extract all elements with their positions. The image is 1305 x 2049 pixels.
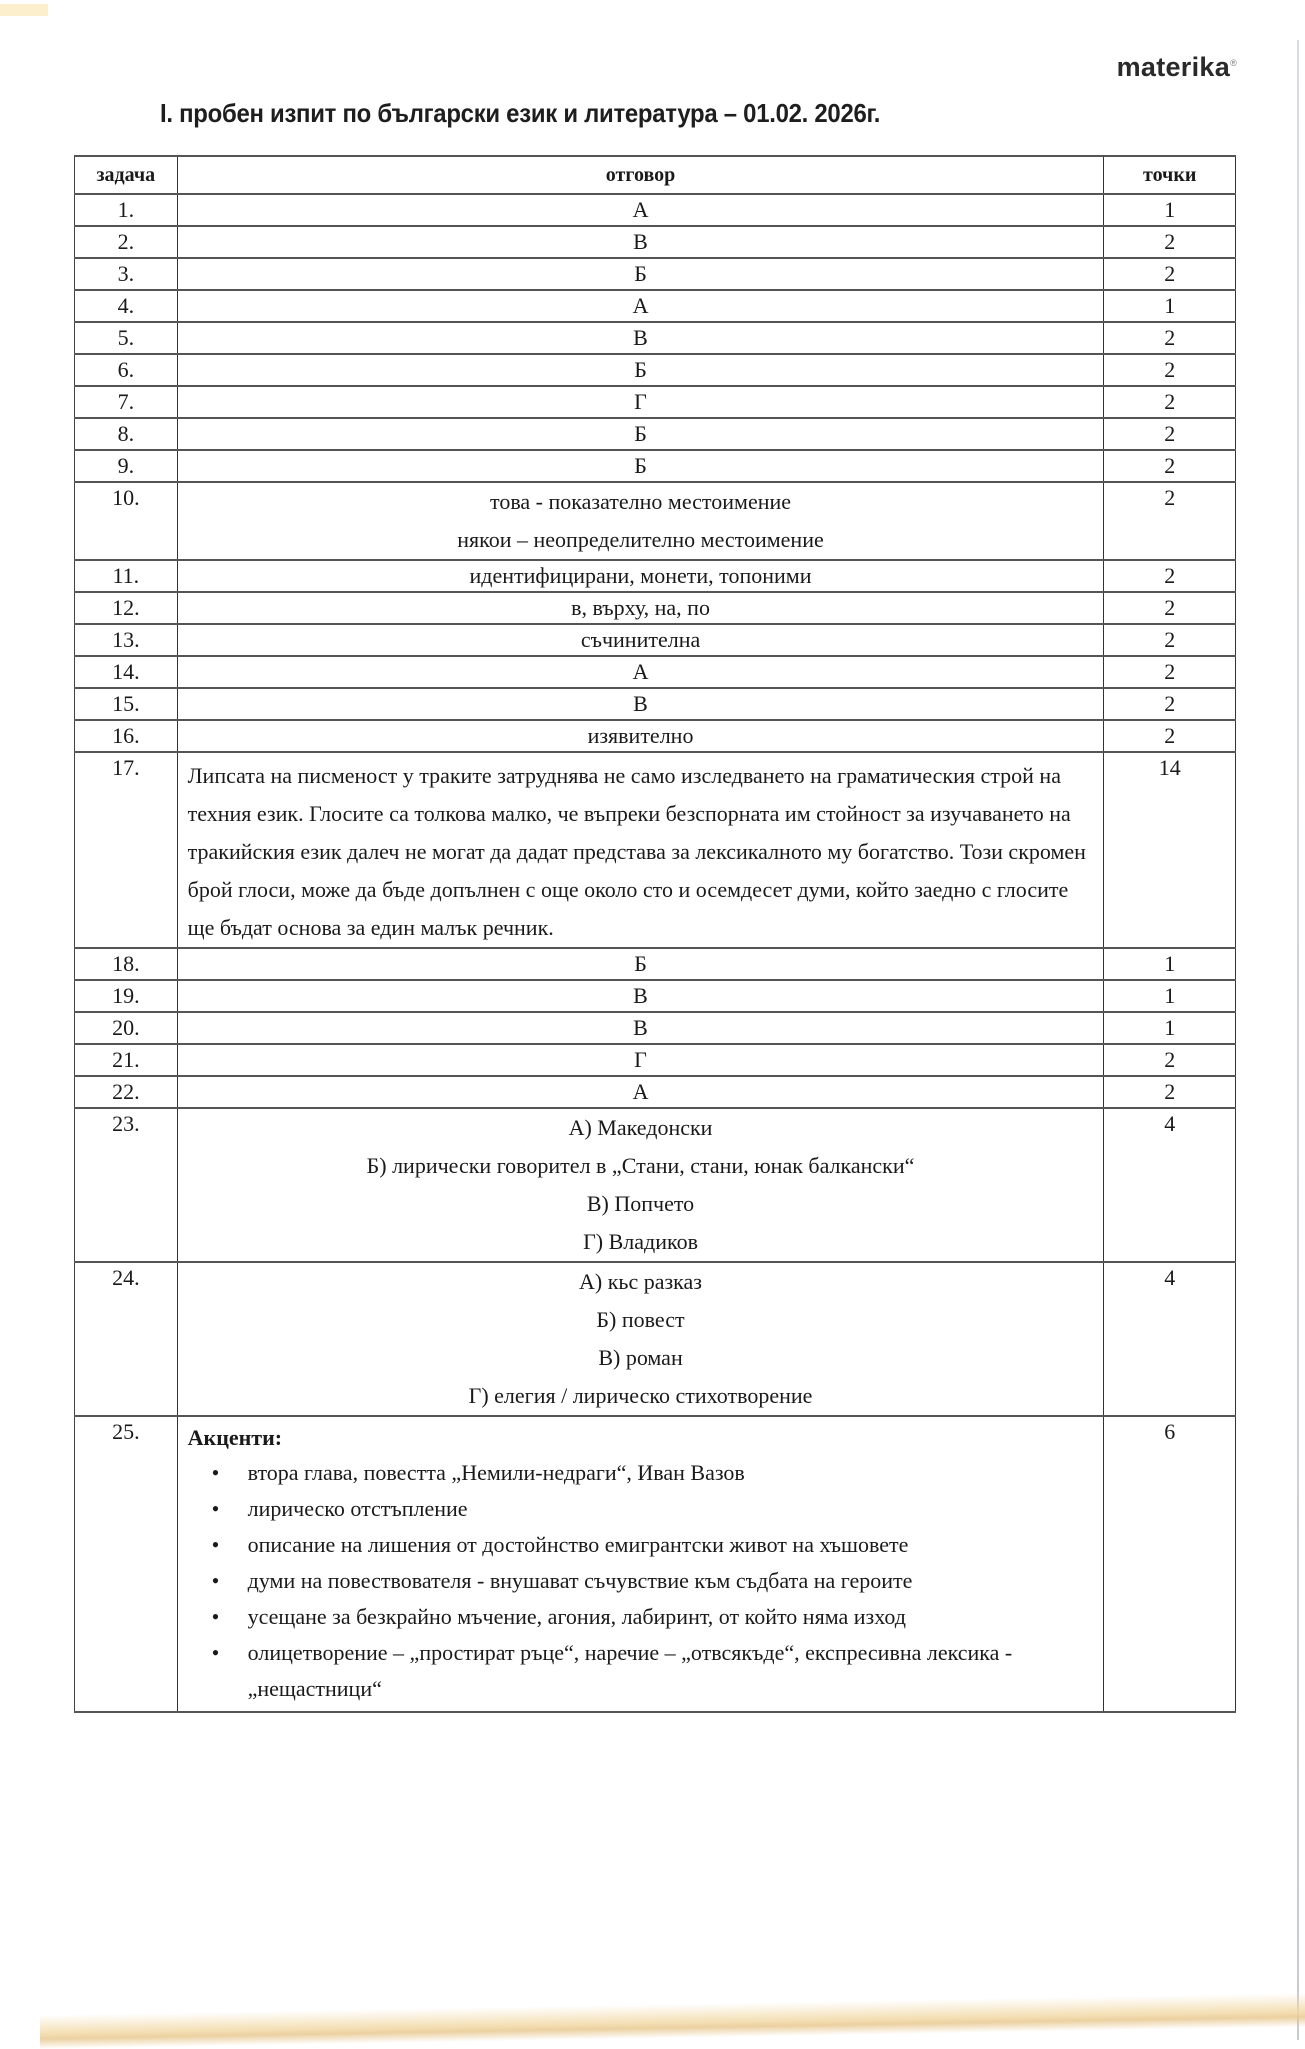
page-title: I. пробен изпит по български език и литература – 01.02. 2026г. xyxy=(160,98,881,128)
answer-paragraph: Липсата на писменост у траките затруднява не само изследването на граматическия строй на техния език. Глосите са толкова малко, че въпреки безспорната им стойност за изучаването на тракийския език далеч не могат да дадат представа за лексикалното му богатство. Този скромен брой глоси, може да бъде допълнен с още около сто и осемдесет думи, който заедно с глосите ще бъдат основа за един малък речник. xyxy=(187,763,1086,940)
table-row xyxy=(75,1044,1236,1076)
answer-cell: Б xyxy=(177,354,1104,386)
table-row xyxy=(75,656,1236,688)
task-number: 23. xyxy=(75,1108,178,1262)
table-row xyxy=(75,450,1236,482)
answer-line: това - показателно местоимение xyxy=(490,489,792,514)
answer-cell: в, върху, на, по xyxy=(177,592,1104,624)
table-row xyxy=(75,1416,1236,1712)
points-cell: 14 xyxy=(1104,752,1236,948)
task-number: 8. xyxy=(75,418,178,450)
accent-item: • описание на лишения от достойнство емигрантски живот на хъшовете xyxy=(248,1527,1094,1563)
task-number: 18. xyxy=(75,948,178,980)
answer-cell xyxy=(177,1108,1104,1262)
brand-logo xyxy=(1117,52,1237,83)
accent-item: • думи на повествователя - внушават съчувствие към съдбата на героите xyxy=(248,1563,1094,1599)
accent-item: • олицетворение – „простират ръце“, наречие – „отвсякъде“, експресивна лексика - „нещастници“ xyxy=(248,1635,1094,1707)
registered-mark: ® xyxy=(1230,58,1237,68)
points-cell: 2 xyxy=(1104,688,1236,720)
points-cell: 4 xyxy=(1104,1262,1236,1416)
table-row xyxy=(75,322,1236,354)
answer-cell xyxy=(177,482,1104,560)
table-row xyxy=(75,418,1236,450)
table-row xyxy=(75,1012,1236,1044)
answer-cell: А xyxy=(177,1076,1104,1108)
answer-cell: В xyxy=(177,980,1104,1012)
task-number: 11. xyxy=(75,560,178,592)
answer-cell: Б xyxy=(177,450,1104,482)
answer-cell: Г xyxy=(177,1044,1104,1076)
answer-cell: А xyxy=(177,194,1104,226)
answer-line: В) Попчето xyxy=(586,1191,695,1216)
answer-cell: Б xyxy=(177,258,1104,290)
answer-cell: Б xyxy=(177,948,1104,980)
task-number: 13. xyxy=(75,624,178,656)
task-number: 17. xyxy=(75,752,178,948)
task-number: 22. xyxy=(75,1076,178,1108)
points-cell: 2 xyxy=(1104,258,1236,290)
table-row xyxy=(75,354,1236,386)
answer-line: Б) повест xyxy=(596,1307,685,1332)
task-number: 14. xyxy=(75,656,178,688)
task-number: 16. xyxy=(75,720,178,752)
header-task: задача xyxy=(75,156,178,194)
answer-line: А) Македонски xyxy=(568,1115,713,1140)
table-row xyxy=(75,560,1236,592)
paper-stain-bottom xyxy=(40,1993,1305,2049)
answer-cell: съчинителна xyxy=(177,624,1104,656)
points-cell: 2 xyxy=(1104,560,1236,592)
points-cell: 1 xyxy=(1104,194,1236,226)
task-number: 9. xyxy=(75,450,178,482)
table-row xyxy=(75,258,1236,290)
task-number: 24. xyxy=(75,1262,178,1416)
points-cell: 2 xyxy=(1104,592,1236,624)
answer-cell: Б xyxy=(177,418,1104,450)
answer-cell: В xyxy=(177,688,1104,720)
answer-cell: Г xyxy=(177,386,1104,418)
points-cell: 2 xyxy=(1104,386,1236,418)
answer-cell: А xyxy=(177,656,1104,688)
table-row xyxy=(75,624,1236,656)
task-number: 1. xyxy=(75,194,178,226)
answer-line: Б) лирически говорител в „Стани, стани, юнак балкански“ xyxy=(366,1153,915,1178)
task-number: 21. xyxy=(75,1044,178,1076)
points-cell: 2 xyxy=(1104,482,1236,560)
task-number: 10. xyxy=(75,482,178,560)
accents-heading: Акценти: xyxy=(187,1425,283,1450)
task-number: 19. xyxy=(75,980,178,1012)
table-row xyxy=(75,290,1236,322)
table-body xyxy=(75,194,1236,1712)
points-cell: 2 xyxy=(1104,354,1236,386)
task-number: 3. xyxy=(75,258,178,290)
header-points: точки xyxy=(1104,156,1236,194)
task-number: 25. xyxy=(75,1416,178,1712)
points-cell: 2 xyxy=(1104,1044,1236,1076)
answer-cell: В xyxy=(177,1012,1104,1044)
accent-item: • втора глава, повестта „Немили-недраги“, Иван Вазов xyxy=(248,1455,1094,1491)
accents-list xyxy=(188,1455,1094,1707)
task-number: 4. xyxy=(75,290,178,322)
points-cell: 2 xyxy=(1104,720,1236,752)
task-number: 5. xyxy=(75,322,178,354)
answer-cell xyxy=(177,1262,1104,1416)
task-number: 6. xyxy=(75,354,178,386)
answer-cell: А xyxy=(177,290,1104,322)
task-number: 12. xyxy=(75,592,178,624)
brand-logo-text: materika xyxy=(1116,52,1231,82)
answer-line: Г) Владиков xyxy=(583,1229,698,1254)
header-answer: отговор xyxy=(177,156,1104,194)
points-cell: 4 xyxy=(1104,1108,1236,1262)
task-number: 2. xyxy=(75,226,178,258)
table-row xyxy=(75,482,1236,560)
answer-line: В) роман xyxy=(598,1345,683,1370)
points-cell: 2 xyxy=(1104,322,1236,354)
answer-line: А) кьс разказ xyxy=(579,1269,702,1294)
table-row xyxy=(75,948,1236,980)
table-row xyxy=(75,720,1236,752)
points-cell: 1 xyxy=(1104,1012,1236,1044)
table-row xyxy=(75,1076,1236,1108)
points-cell: 6 xyxy=(1104,1416,1236,1712)
task-number: 20. xyxy=(75,1012,178,1044)
points-cell: 1 xyxy=(1104,980,1236,1012)
points-cell: 2 xyxy=(1104,450,1236,482)
answer-key-table xyxy=(74,155,1236,1713)
task-number: 7. xyxy=(75,386,178,418)
points-cell: 2 xyxy=(1104,418,1236,450)
answer-cell: В xyxy=(177,226,1104,258)
points-cell: 2 xyxy=(1104,656,1236,688)
table-row xyxy=(75,194,1236,226)
table-row xyxy=(75,592,1236,624)
answer-cell: изявително xyxy=(177,720,1104,752)
table-row xyxy=(75,980,1236,1012)
answer-cell: В xyxy=(177,322,1104,354)
table-row xyxy=(75,1262,1236,1416)
answer-cell xyxy=(177,752,1104,948)
points-cell: 1 xyxy=(1104,290,1236,322)
task-number: 15. xyxy=(75,688,178,720)
points-cell: 2 xyxy=(1104,226,1236,258)
answer-cell xyxy=(177,1416,1104,1712)
table-header-row xyxy=(75,156,1236,194)
accent-item: • усещане за безкрайно мъчение, агония, лабиринт, от който няма изход xyxy=(248,1599,1094,1635)
table-row xyxy=(75,752,1236,948)
table-row xyxy=(75,386,1236,418)
points-cell: 1 xyxy=(1104,948,1236,980)
page-edge xyxy=(1297,40,1299,2040)
points-cell: 2 xyxy=(1104,624,1236,656)
paper-stain-top xyxy=(0,4,48,16)
answer-line: някои – неопределително местоимение xyxy=(457,527,824,552)
answer-cell: идентифицирани, монети, топоними xyxy=(177,560,1104,592)
table-row xyxy=(75,226,1236,258)
table-row xyxy=(75,1108,1236,1262)
accent-item: • лирическо отстъпление xyxy=(248,1491,1094,1527)
points-cell: 2 xyxy=(1104,1076,1236,1108)
table-row xyxy=(75,688,1236,720)
answer-line: Г) елегия / лирическо стихотворение xyxy=(468,1383,813,1408)
